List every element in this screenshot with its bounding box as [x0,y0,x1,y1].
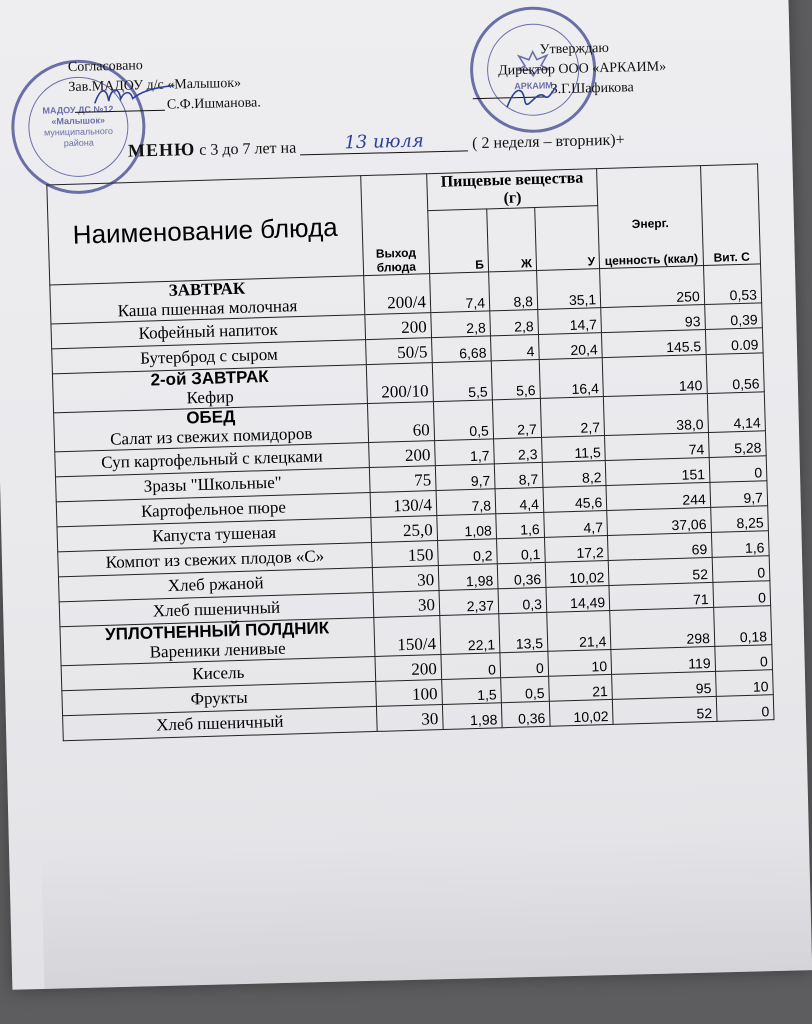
carbs-cell: 10 [548,649,612,676]
vitamin-c-cell: 1,6 [711,531,769,558]
output-cell: 200 [375,655,442,682]
vitamin-c-cell: 0,56 [706,353,764,394]
header-energy-top: Энерг. [631,216,669,232]
right-signatory: З.Г.Шафикова [550,80,634,98]
energy-cell: 71 [609,582,713,610]
paper-shadow [41,830,812,989]
header-protein: Б [428,209,489,274]
protein-cell: 2,8 [431,311,491,338]
vitamin-c-cell: 0 [715,645,773,672]
output-cell: 30 [373,591,440,618]
vitamin-c-cell: 8,25 [710,506,768,533]
vitamin-c-cell: 0.09 [705,328,763,355]
menu-table-body [50,264,774,741]
energy-cell: 52 [613,696,717,724]
right-stamp-line1: АРКАИМ [514,80,553,92]
energy-cell: 38,0 [604,393,709,435]
vitamin-c-cell: 0 [713,581,771,608]
vitamin-c-cell: 0,39 [704,303,762,330]
carbs-cell: 4,7 [544,511,608,538]
fat-cell: 1,6 [496,512,545,538]
agreed-label: Согласовано [67,58,144,76]
section-title: ЗАВТРАК [168,278,246,300]
fat-cell: 5,6 [491,359,540,399]
vitamin-c-cell: 10 [715,670,773,697]
protein-cell: 1,98 [438,564,498,591]
dish-name: Суп картофельный с клецками [100,446,323,472]
output-cell: 130/4 [370,491,437,518]
menu-age-text: с 3 до 7 лет на [199,139,297,159]
protein-cell: 1,7 [435,439,495,466]
output-cell: 30 [376,704,443,731]
right-handwritten-signature [500,76,561,117]
output-cell: 200/10 [366,363,433,404]
dish-name: Зразы "Школьные" [143,472,282,496]
fat-cell: 0 [500,651,549,677]
protein-cell: 0,2 [438,539,498,566]
menu-title-word: МЕНЮ [127,138,196,161]
carbs-cell: 20,4 [538,333,602,360]
output-cell: 100 [376,679,443,706]
header-dish-name: Наименование блюда [47,176,364,285]
section-title: УПЛОТНЕННЫЙ ПОЛДНИК [104,618,330,644]
menu-week-suffix: ( 2 неделя – вторник)+ [471,131,625,153]
section-title: ОБЕД [186,407,236,428]
protein-cell: 5,5 [432,361,492,402]
dish-name: Каша пшенная молочная [117,296,298,321]
header-carbs: У [535,206,600,271]
dish-name: Фрукты [190,687,248,709]
carbs-cell: 10,02 [545,560,609,587]
dish-name: Капуста тушеная [152,522,277,546]
carbs-cell: 21,4 [547,610,611,651]
protein-cell: 6,68 [432,336,492,363]
energy-cell: 151 [605,457,709,485]
energy-cell: 37,06 [607,507,711,535]
energy-cell: 119 [611,646,715,674]
fat-cell: 4 [490,334,539,360]
left-position: Зав.МАДОУ д/с «Малышок» [68,75,242,96]
protein-cell: 1,5 [442,678,502,705]
energy-cell: 298 [610,607,715,649]
output-cell: 30 [372,566,439,593]
menu-title [128,128,625,162]
output-cell: 60 [367,402,434,443]
right-position: Директор ООО «АРКАИМ» [497,59,667,79]
approve-label: Утверждаю [539,40,610,58]
menu-table [46,163,774,741]
energy-cell: 145.5 [602,330,706,358]
fat-cell: 8,7 [494,462,543,488]
dish-name: Компот из свежих плодов «С» [105,546,325,572]
carbs-cell: 21 [549,674,613,701]
left-stamp-line3: муниципального района [43,125,114,149]
header-fat: Ж [487,208,537,272]
section-title: 2-ой ЗАВТРАК [150,366,269,390]
dish-name: Салат из свежих помидоров [109,423,313,449]
fat-cell: 0,36 [501,701,550,727]
vitamin-c-cell: 0,53 [703,264,761,305]
dish-name: Картофельное пюре [140,497,287,521]
energy-cell: 52 [608,557,712,585]
left-stamp-line2: «Малышок» [51,115,106,127]
carbs-cell: 14,49 [546,585,610,612]
vitamin-c-cell: 5,28 [708,431,766,458]
header-vitamin-c: Вит. С [700,164,760,266]
carbs-cell: 2,7 [540,397,604,438]
header-energy [597,166,703,269]
protein-cell: 0,5 [433,400,493,441]
vitamin-c-cell: 0,18 [713,606,771,647]
output-cell: 50/5 [365,338,432,365]
fat-cell: 2,3 [494,437,543,463]
vitamin-c-cell: 0 [716,695,774,722]
energy-cell: 250 [600,266,705,308]
fat-cell: 2,8 [490,309,539,335]
fat-cell: 0,1 [497,537,546,563]
output-cell: 150 [371,541,438,568]
dish-name: Кисель [192,662,245,684]
header-nutrients: Пищевые вещества (г) [427,169,598,211]
carbs-cell: 10,02 [549,699,613,726]
protein-cell: 7,4 [430,272,490,313]
carbs-cell: 45,6 [543,486,607,513]
fat-cell: 4,4 [495,487,544,513]
protein-cell: 0 [441,653,501,680]
carbs-cell: 16,4 [539,358,603,399]
output-cell: 200 [368,441,435,468]
energy-cell: 93 [601,305,705,333]
energy-cell: 74 [605,432,709,460]
fat-cell: 0,3 [498,587,547,613]
fat-cell: 0,5 [501,676,550,702]
output-cell: 25,0 [371,516,438,543]
carbs-cell: 14,7 [538,308,602,335]
vitamin-c-cell: 0 [712,556,770,583]
fat-cell: 8,8 [489,270,538,310]
output-cell: 200 [365,313,432,340]
left-stamp-line1: МАДОУ ДС №12 [42,103,114,116]
energy-cell: 69 [608,532,712,560]
fat-cell: 0,36 [497,562,546,588]
dish-name: Вареники ленивые [149,638,286,662]
energy-cell: 140 [602,355,707,397]
protein-cell: 22,1 [440,614,500,655]
output-cell: 150/4 [374,616,441,657]
dish-name: Кофейный напиток [138,319,278,343]
carbs-cell: 17,2 [544,536,608,563]
output-cell: 75 [369,466,436,493]
left-handwritten-signature [90,79,181,111]
fat-cell: 13,5 [499,612,548,652]
dish-name: Кефир [186,387,234,408]
protein-cell: 2,37 [439,589,499,616]
carbs-cell: 8,2 [542,461,606,488]
carbs-cell: 35,1 [537,269,601,310]
header-energy-bottom: ценность (ккал) [604,251,699,268]
header-output: Выход блюда [361,174,430,276]
carbs-cell: 11,5 [541,436,605,463]
dish-name: Хлеб пшеничный [155,711,284,735]
fat-cell: 2,7 [492,398,541,438]
protein-cell: 9,7 [435,464,495,491]
dish-name: Хлеб ржаной [167,573,264,596]
energy-cell: 95 [612,671,716,699]
vitamin-c-cell: 0 [709,456,767,483]
vitamin-c-cell: 9,7 [710,481,768,508]
protein-cell: 1,08 [437,514,497,541]
left-signatory: С.Ф.Ишманова. [166,95,261,113]
dish-name: Бутерброд с сыром [139,344,278,368]
energy-cell: 244 [606,482,710,510]
vitamin-c-cell: 4,14 [707,392,765,433]
protein-cell: 7,8 [436,489,496,516]
protein-cell: 1,98 [442,703,502,730]
dish-name: Хлеб пшеничный [152,597,281,621]
output-cell: 200/4 [364,274,431,315]
handwritten-date: 13 июля [300,129,468,155]
